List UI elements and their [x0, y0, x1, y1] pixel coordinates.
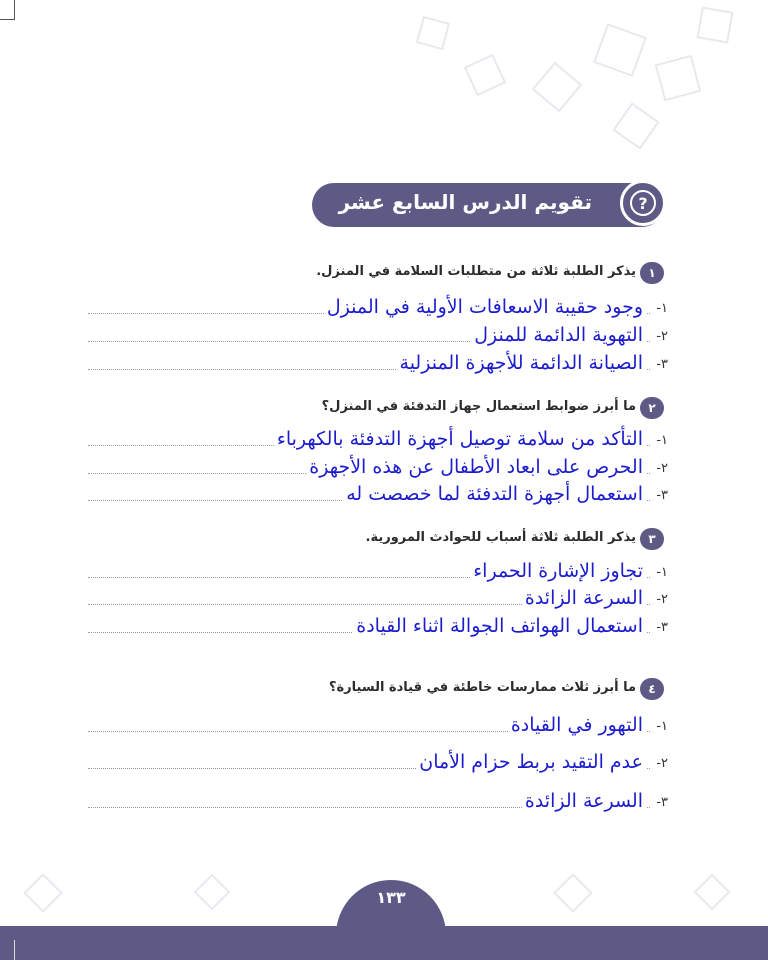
- answer-line: [88, 320, 668, 346]
- question-number-badge: ٢: [640, 397, 664, 419]
- answer-number: ٣-: [656, 795, 668, 810]
- page-title: تقويم الدرس السابع عشر: [338, 190, 592, 214]
- question-number-badge: ٤: [640, 678, 664, 700]
- crop-mark: [0, 19, 14, 20]
- answer-number: ٢-: [656, 329, 668, 344]
- question-number-badge: ١: [640, 262, 664, 284]
- handwritten-answer: التهوية الدائمة للمنزل: [471, 324, 646, 346]
- answer-number: ١-: [656, 719, 668, 734]
- handwritten-answer: التأكد من سلامة توصيل أجهزة التدفئة بالكهرباء: [274, 428, 646, 450]
- answer-line: [88, 348, 668, 374]
- question-chat-icon: [620, 180, 666, 226]
- question-text: ما أبرز ثلاث ممارسات خاطئة ﻓﻲ قيادة السيارة؟: [328, 680, 636, 695]
- crop-mark: [14, 940, 15, 960]
- answer-line: [88, 710, 668, 736]
- answer-line: [88, 452, 668, 478]
- answer-line: [88, 611, 668, 637]
- crop-mark: [14, 0, 15, 20]
- handwritten-answer: السرعة الزائدة: [522, 790, 646, 812]
- svg-text:?: ?: [638, 194, 648, 213]
- handwritten-answer: وجود حقيبة الاسعافات الأولية في المنزل: [324, 296, 646, 318]
- question-text: يذكر الطلبة ثلاثة من متطلبات السلامة في المنزل.: [316, 264, 636, 279]
- handwritten-answer: الصيانة الدائمة للأجهزة المنزلية: [397, 352, 646, 374]
- question-text: ما أبرز ضوابط استعمال جهاز التدفئة ﻓﻲ المنزل؟: [321, 399, 636, 414]
- answer-line: [88, 583, 668, 609]
- handwritten-answer: عدم التقيد بربط حزام الأمان: [416, 751, 646, 773]
- page-number: ١٣٣: [376, 888, 406, 907]
- answer-number: ٣-: [656, 620, 668, 635]
- handwritten-answer: استعمال الهواتف الجوالة اثناء القيادة: [353, 615, 646, 637]
- answer-line: [88, 292, 668, 318]
- answer-number: ١-: [656, 433, 668, 448]
- lesson-title-banner: [312, 183, 664, 227]
- answer-number: ٢-: [656, 461, 668, 476]
- answer-line: [88, 556, 668, 582]
- answer-line: [88, 747, 668, 773]
- handwritten-answer: تجاوز الإشارة الحمراء: [470, 560, 646, 582]
- question-text: يذكر الطلبة ثلاثة أسباب للحوادث المرورية.: [365, 530, 636, 545]
- handwritten-answer: التهور في القيادة: [508, 714, 646, 736]
- answer-number: ٢-: [656, 756, 668, 771]
- answer-number: ٢-: [656, 592, 668, 607]
- answer-line: [88, 424, 668, 450]
- answer-number: ١-: [656, 565, 668, 580]
- answer-number: ٣-: [656, 357, 668, 372]
- answer-line: [88, 786, 668, 812]
- answer-number: ٣-: [656, 488, 668, 503]
- question-number-badge: ٣: [640, 528, 664, 550]
- answer-line: [88, 479, 668, 505]
- handwritten-answer: استعمال أجهزة التدفئة لما خصصت له: [343, 483, 646, 505]
- answer-number: ١-: [656, 301, 668, 316]
- handwritten-answer: الحرص على ابعاد الأطفال عن هذه الأجهزة: [306, 456, 646, 478]
- handwritten-answer: السرعة الزائدة: [522, 587, 646, 609]
